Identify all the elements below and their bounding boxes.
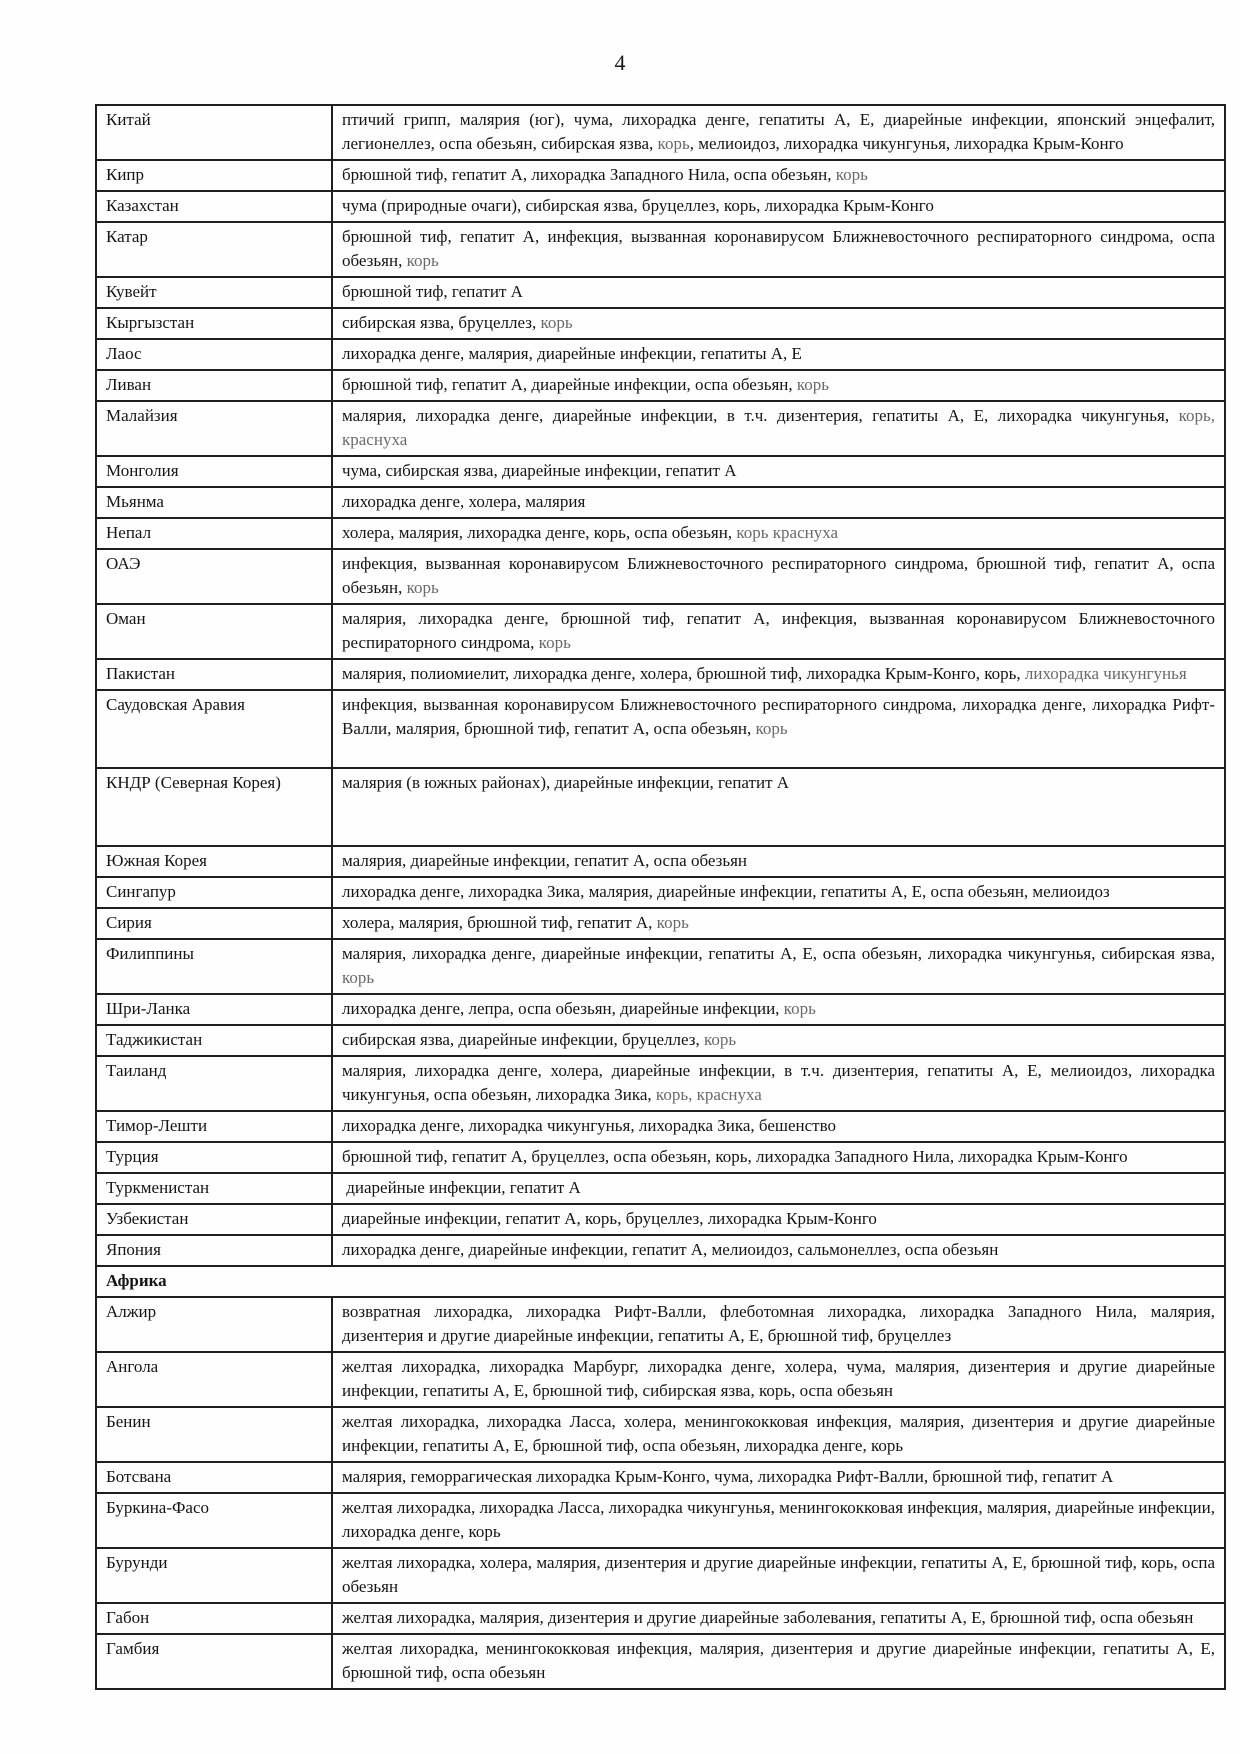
diseases-cell	[332, 939, 1225, 994]
table-row	[96, 659, 1225, 690]
table-row	[96, 339, 1225, 370]
country-cell: Гамбия	[96, 1634, 332, 1689]
disease-text: корь	[538, 633, 571, 652]
disease-text: корь	[755, 719, 788, 738]
disease-text: корь	[704, 1030, 737, 1049]
table-body	[96, 105, 1225, 1689]
table-row	[96, 1634, 1225, 1689]
table-row	[96, 222, 1225, 277]
disease-text: корь	[783, 999, 816, 1018]
diseases-cell	[332, 1493, 1225, 1548]
disease-text: сибирская язва, бруцеллез,	[342, 313, 541, 332]
disease-text: брюшной тиф, гепатит А	[342, 282, 523, 301]
disease-text: инфекция, вызванная коронавирусом Ближневосточного респираторного синдрома, лихорадка денге, лихорадка Рифт-Валли, малярия, брюшной тиф, гепатит А, оспа обезьян,	[342, 695, 1215, 738]
diseases-cell	[332, 877, 1225, 908]
table-row	[96, 768, 1225, 846]
disease-text: желтая лихорадка, менингококковая инфекция, малярия, дизентерия и другие диарейные инфекции, гепатиты А, Е, брюшной тиф, оспа обезьян	[342, 1639, 1215, 1682]
table-row	[96, 1297, 1225, 1352]
country-cell: Китай	[96, 105, 332, 160]
disease-text: желтая лихорадка, малярия, дизентерия и другие диарейные заболевания, гепатиты А, Е, брюшной тиф, оспа обезьян	[342, 1608, 1194, 1627]
table-row	[96, 1352, 1225, 1407]
country-cell: Кыргызстан	[96, 308, 332, 339]
diseases-cell	[332, 370, 1225, 401]
table-row	[96, 1111, 1225, 1142]
country-cell: Монголия	[96, 456, 332, 487]
table-row	[96, 1548, 1225, 1603]
table-row	[96, 994, 1225, 1025]
diseases-cell	[332, 401, 1225, 456]
disease-text: малярия, лихорадка денге, брюшной тиф, гепатит А, инфекция, вызванная коронавирусом Ближневосточного респираторного синдрома,	[342, 609, 1215, 652]
disease-text: корь	[540, 313, 573, 332]
country-cell: Пакистан	[96, 659, 332, 690]
disease-text: лихорадка денге, диарейные инфекции, гепатит А, мелиоидоз, сальмонеллез, оспа обезьян	[342, 1240, 999, 1259]
disease-text: корь	[657, 134, 690, 153]
country-disease-table	[95, 104, 1226, 1690]
table-row	[96, 1235, 1225, 1266]
disease-text: , мелиоидоз, лихорадка чикунгунья, лихорадка Крым-Конго	[689, 134, 1124, 153]
diseases-cell	[332, 1111, 1225, 1142]
country-cell: Бенин	[96, 1407, 332, 1462]
country-cell: Ангола	[96, 1352, 332, 1407]
country-cell: Ливан	[96, 370, 332, 401]
table-row	[96, 1056, 1225, 1111]
country-cell: Турция	[96, 1142, 332, 1173]
country-cell: Сирия	[96, 908, 332, 939]
country-cell: Казахстан	[96, 191, 332, 222]
disease-text: малярия, лихорадка денге, диарейные инфекции, в т.ч. дизентерия, гепатиты А, Е, лихорадка чикунгунья,	[342, 406, 1179, 425]
disease-text: чума (природные очаги), сибирская язва, бруцеллез, корь, лихорадка Крым-Конго	[342, 196, 934, 215]
diseases-cell	[332, 994, 1225, 1025]
country-cell: Габон	[96, 1603, 332, 1634]
table-row	[96, 1407, 1225, 1462]
disease-text: лихорадка денге, лепра, оспа обезьян, диарейные инфекции,	[342, 999, 784, 1018]
diseases-cell	[332, 690, 1225, 768]
country-cell: Шри-Ланка	[96, 994, 332, 1025]
diseases-cell	[332, 659, 1225, 690]
country-cell: Катар	[96, 222, 332, 277]
section-title: Африка	[96, 1266, 1225, 1297]
table-row	[96, 456, 1225, 487]
table-row	[96, 549, 1225, 604]
diseases-cell	[332, 908, 1225, 939]
table-row	[96, 1025, 1225, 1056]
country-cell: Саудовская Аравия	[96, 690, 332, 768]
disease-text: лихорадка денге, холера, малярия	[342, 492, 586, 511]
country-cell: Кувейт	[96, 277, 332, 308]
disease-text: малярия, лихорадка денге, диарейные инфекции, гепатиты А, Е, оспа обезьян, лихорадка чикунгунья, сибирская язва,	[342, 944, 1215, 963]
table-row	[96, 877, 1225, 908]
table-row	[96, 690, 1225, 768]
country-cell: Оман	[96, 604, 332, 659]
table-row	[96, 191, 1225, 222]
diseases-cell	[332, 1548, 1225, 1603]
disease-text: корь, краснуха	[655, 1085, 762, 1104]
country-cell: Япония	[96, 1235, 332, 1266]
disease-text: корь краснуха	[736, 523, 839, 542]
disease-text: лихорадка денге, малярия, диарейные инфекции, гепатиты А, Е	[342, 344, 802, 363]
disease-text: желтая лихорадка, лихорадка Марбург, лихорадка денге, холера, чума, малярия, дизентерия и другие диарейные инфекции, гепатиты А, Е, брюшной тиф, сибирская язва, корь, оспа обезьян	[342, 1357, 1215, 1400]
disease-text: лихорадка денге, лихорадка Зика, малярия, диарейные инфекции, гепатиты А, Е, оспа обезьян, мелиоидоз	[342, 882, 1110, 901]
disease-text: возвратная лихорадка, лихорадка Рифт-Валли, флеботомная лихорадка, лихорадка Западного Нила, малярия, дизентерия и другие диарейные инфекции, гепатиты А, Е, брюшной тиф, бруцеллез	[342, 1302, 1215, 1345]
section-row	[96, 1266, 1225, 1297]
table-row	[96, 308, 1225, 339]
diseases-cell	[332, 518, 1225, 549]
diseases-cell	[332, 1142, 1225, 1173]
disease-text: корь	[796, 375, 830, 394]
diseases-cell	[332, 1235, 1225, 1266]
table-row	[96, 1462, 1225, 1493]
diseases-cell	[332, 1352, 1225, 1407]
disease-text: чума, сибирская язва, диарейные инфекции, гепатит А	[342, 461, 737, 480]
disease-text: малярия, геморрагическая лихорадка Крым-Конго, чума, лихорадка Рифт-Валли, брюшной тиф, гепатит А	[342, 1467, 1114, 1486]
disease-text: корь	[406, 578, 439, 597]
table-row	[96, 277, 1225, 308]
disease-text: брюшной тиф, гепатит А, диарейные инфекции, оспа обезьян,	[342, 375, 797, 394]
disease-text: брюшной тиф, гепатит А, лихорадка Западного Нила, оспа обезьян,	[342, 165, 836, 184]
diseases-cell	[332, 1297, 1225, 1352]
disease-text: корь	[835, 165, 868, 184]
disease-text: корь	[406, 251, 439, 270]
diseases-cell	[332, 604, 1225, 659]
diseases-cell	[332, 1407, 1225, 1462]
disease-text: холера, малярия, брюшной тиф, гепатит А,	[342, 913, 657, 932]
table-row	[96, 1173, 1225, 1204]
diseases-cell	[332, 1173, 1225, 1204]
country-cell: Малайзия	[96, 401, 332, 456]
disease-text: малярия, диарейные инфекции, гепатит А, оспа обезьян	[342, 851, 748, 870]
diseases-cell	[332, 1025, 1225, 1056]
table-row	[96, 160, 1225, 191]
country-cell: Алжир	[96, 1297, 332, 1352]
diseases-cell	[332, 456, 1225, 487]
country-cell: Непал	[96, 518, 332, 549]
disease-text: птичий грипп, малярия (юг), чума, лихорадка денге, гепатиты А, Е, диарейные инфекции, японский энцефалит, легионеллез, оспа обезьян, сибирская язва,	[342, 110, 1215, 153]
country-cell: ОАЭ	[96, 549, 332, 604]
table-row	[96, 1603, 1225, 1634]
diseases-cell	[332, 768, 1225, 846]
country-cell: Таиланд	[96, 1056, 332, 1111]
diseases-cell	[332, 549, 1225, 604]
disease-text: лихорадка денге, лихорадка чикунгунья, лихорадка Зика, бешенство	[342, 1116, 837, 1135]
table-row	[96, 939, 1225, 994]
diseases-cell	[332, 487, 1225, 518]
country-cell: Узбекистан	[96, 1204, 332, 1235]
diseases-cell	[332, 846, 1225, 877]
disease-text: корь	[656, 913, 689, 932]
disease-text: желтая лихорадка, лихорадка Ласса, холера, менингококковая инфекция, малярия, дизентерия и другие диарейные инфекции, гепатиты А, Е, брюшной тиф, оспа обезьян, лихорадка денге, корь	[342, 1412, 1215, 1455]
diseases-cell	[332, 1634, 1225, 1689]
country-cell: КНДР (Северная Корея)	[96, 768, 332, 846]
table-row	[96, 518, 1225, 549]
country-cell: Филиппины	[96, 939, 332, 994]
table-row	[96, 1493, 1225, 1548]
diseases-cell	[332, 1204, 1225, 1235]
disease-text: желтая лихорадка, лихорадка Ласса, лихорадка чикунгунья, менингококковая инфекция, малярия, диарейные инфекции, лихорадка денге, корь	[342, 1498, 1215, 1541]
table-row	[96, 908, 1225, 939]
country-cell: Ботсвана	[96, 1462, 332, 1493]
diseases-cell	[332, 308, 1225, 339]
disease-text: брюшной тиф, гепатит А, инфекция, вызванная коронавирусом Ближневосточного респираторного синдрома, оспа обезьян,	[342, 227, 1215, 270]
diseases-cell	[332, 277, 1225, 308]
country-cell: Южная Корея	[96, 846, 332, 877]
table-row	[96, 105, 1225, 160]
country-cell: Туркменистан	[96, 1173, 332, 1204]
diseases-cell	[332, 160, 1225, 191]
disease-text: желтая лихорадка, холера, малярия, дизентерия и другие диарейные инфекции, гепатиты А, Е, брюшной тиф, корь, оспа обезьян	[342, 1553, 1215, 1596]
disease-text: корь, краснуха	[342, 406, 1215, 449]
diseases-cell	[332, 1056, 1225, 1111]
disease-text: сибирская язва, диарейные инфекции, бруцеллез,	[342, 1030, 704, 1049]
table-row	[96, 370, 1225, 401]
country-cell: Сингапур	[96, 877, 332, 908]
diseases-cell	[332, 222, 1225, 277]
table-row	[96, 487, 1225, 518]
country-cell: Бурунди	[96, 1548, 332, 1603]
country-cell: Мьянма	[96, 487, 332, 518]
disease-text: брюшной тиф, гепатит А, бруцеллез, оспа обезьян, корь, лихорадка Западного Нила, лихорадка Крым-Конго	[342, 1147, 1128, 1166]
diseases-cell	[332, 191, 1225, 222]
disease-text: диарейные инфекции, гепатит А, корь, бруцеллез, лихорадка Крым-Конго	[342, 1209, 877, 1228]
diseases-cell	[332, 105, 1225, 160]
disease-text: малярия (в южных районах), диарейные инфекции, гепатит А	[342, 773, 790, 792]
disease-text: холера, малярия, лихорадка денге, корь, оспа обезьян,	[342, 523, 737, 542]
country-cell: Таджикистан	[96, 1025, 332, 1056]
disease-text: диарейные инфекции, гепатит А	[342, 1178, 581, 1197]
page-number: 4	[614, 50, 626, 75]
country-cell: Лаос	[96, 339, 332, 370]
disease-text: корь	[342, 968, 375, 987]
table-row	[96, 401, 1225, 456]
disease-text: малярия, лихорадка денге, холера, диарейные инфекции, в т.ч. дизентерия, гепатиты А, Е, мелиоидоз, лихорадка чикунгунья, оспа обезьян, лихорадка Зика,	[342, 1061, 1215, 1104]
diseases-cell	[332, 1462, 1225, 1493]
disease-text: малярия, полиомиелит, лихорадка денге, холера, брюшной тиф, лихорадка Крым-Конго, корь,	[342, 664, 1025, 683]
country-cell: Буркина-Фасо	[96, 1493, 332, 1548]
table-row	[96, 846, 1225, 877]
diseases-cell	[332, 1603, 1225, 1634]
table-row	[96, 1204, 1225, 1235]
country-cell: Тимор-Лешти	[96, 1111, 332, 1142]
table-row	[96, 1142, 1225, 1173]
disease-text: лихорадка чикунгунья	[1024, 664, 1187, 683]
disease-text: инфекция, вызванная коронавирусом Ближневосточного респираторного синдрома, брюшной тиф, гепатит А, оспа обезьян,	[342, 554, 1215, 597]
table-row	[96, 604, 1225, 659]
diseases-cell	[332, 339, 1225, 370]
country-cell: Кипр	[96, 160, 332, 191]
